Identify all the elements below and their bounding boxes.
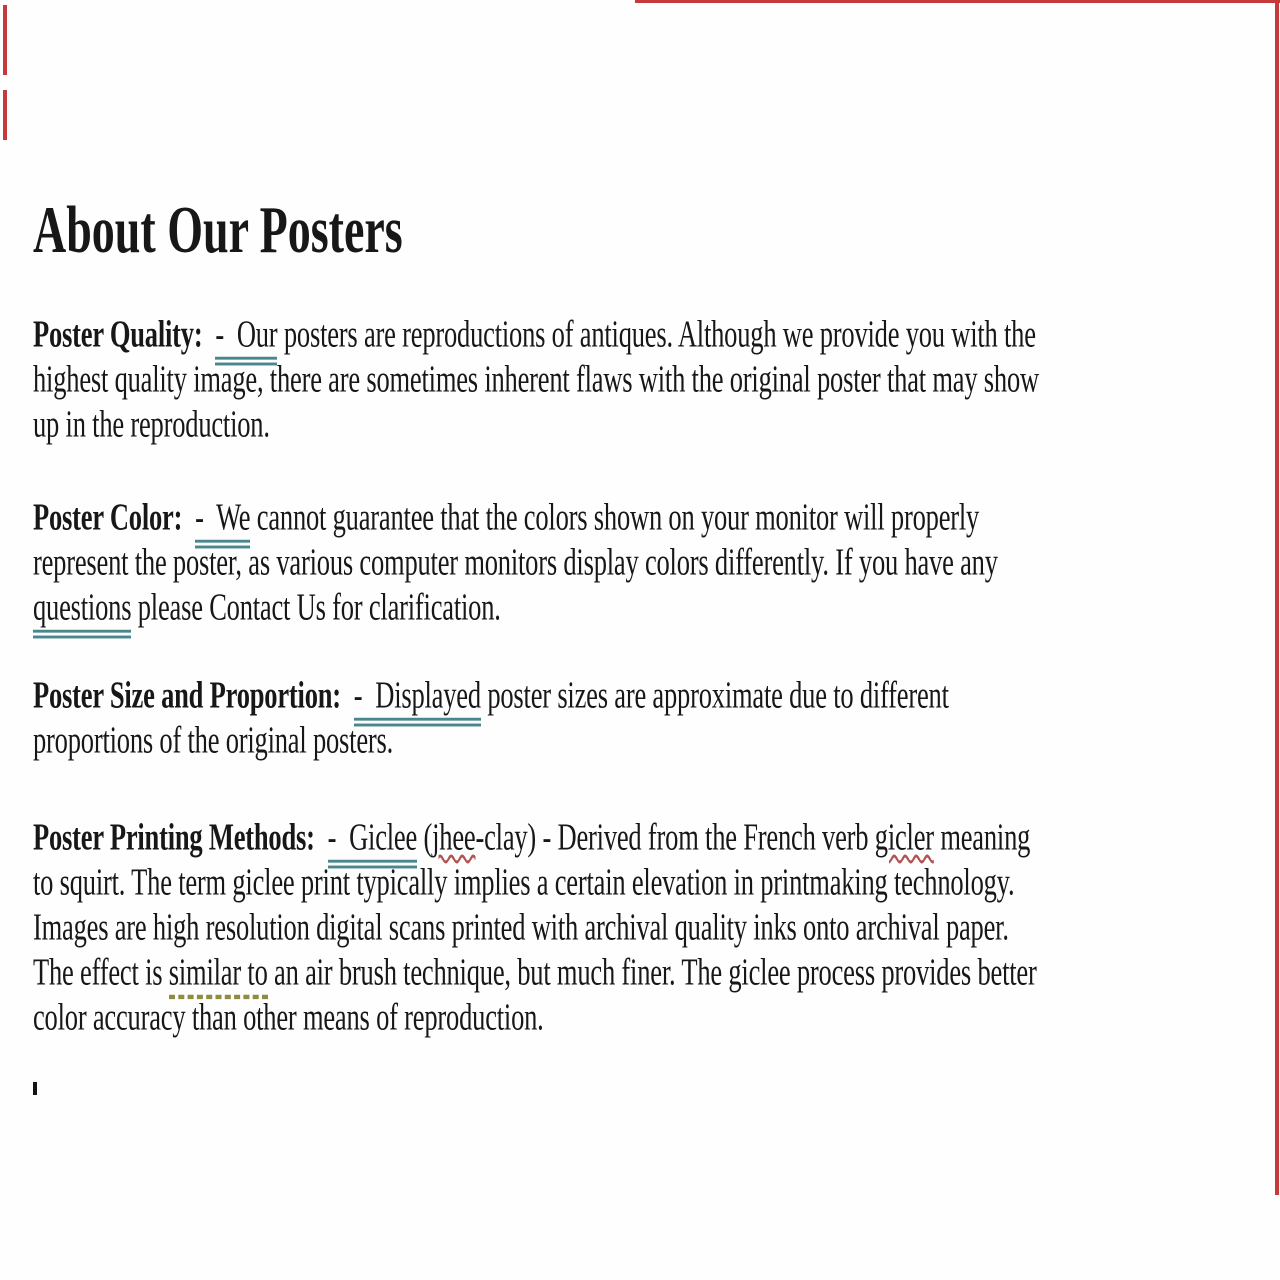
text-line [33,575,1250,640]
text-run: posters are reproductions of antiques. Although we provide you with the [277,311,1036,356]
inline-link[interactable]: - Giclee [328,815,417,869]
text-run: up in the reproduction. [33,401,270,446]
bold-label: Poster Size and Proportion: [33,672,341,717]
text-run: please Contact Us for clarification. [131,584,501,629]
bold-label: Poster Color: [33,494,183,539]
text-run: to squirt. The term giclee print typically implies a certain elevation in printmaking technology. [33,859,1015,904]
paragraph-poster-quality [33,312,1250,447]
text-line [33,392,1250,457]
text-run: represent the poster, as various computer monitors display colors differently. If you have any [33,539,998,584]
inline-link[interactable]: - Displayed [354,673,481,727]
text-run: -clay) - Derived from the French verb [475,814,875,859]
misspelling-underline: gicler [874,814,934,859]
text-line [33,708,1250,773]
misspelling-underline: jhee [432,814,476,859]
text-cursor-mark [33,1082,37,1095]
inline-link[interactable]: - Our [215,312,277,366]
text-run: The effect is [33,949,169,994]
text-run: meaning [933,814,1031,859]
bold-label: Poster Quality: [33,311,203,356]
text-run: cannot guarantee that the colors shown on your monitor will properly [250,494,980,539]
paragraph-poster-size-and-proportion [33,673,1250,763]
paragraph-poster-printing-methods [33,815,1250,1040]
text-run: ( [417,814,433,859]
paragraph-poster-color [33,495,1250,630]
red-border-fragment-left-bottom [3,90,7,140]
text-run: proportions of the original posters. [33,717,394,762]
red-border-fragment-right [1275,0,1279,1195]
text-line [33,985,1250,1050]
inline-link[interactable]: questions [33,585,131,639]
text-run: highest quality image, there are sometimes inherent flaws with the original poster that may show [33,356,1039,401]
grammar-underline: similar to [169,950,268,999]
text-run: Images are high resolution digital scans printed with archival quality inks onto archival paper. [33,904,1009,949]
red-border-fragment-left-top [3,5,7,75]
inline-link[interactable]: - We [195,495,250,549]
text-run: an air brush technique, but much finer. The giclee process provides better [267,949,1037,994]
red-border-fragment-top [635,0,1280,3]
text-run: poster sizes are approximate due to different [480,672,949,717]
text-run: color accuracy than other means of reproduction. [33,994,544,1039]
bold-label: Poster Printing Methods: [33,814,315,859]
page-title: About Our Posters [33,192,403,267]
